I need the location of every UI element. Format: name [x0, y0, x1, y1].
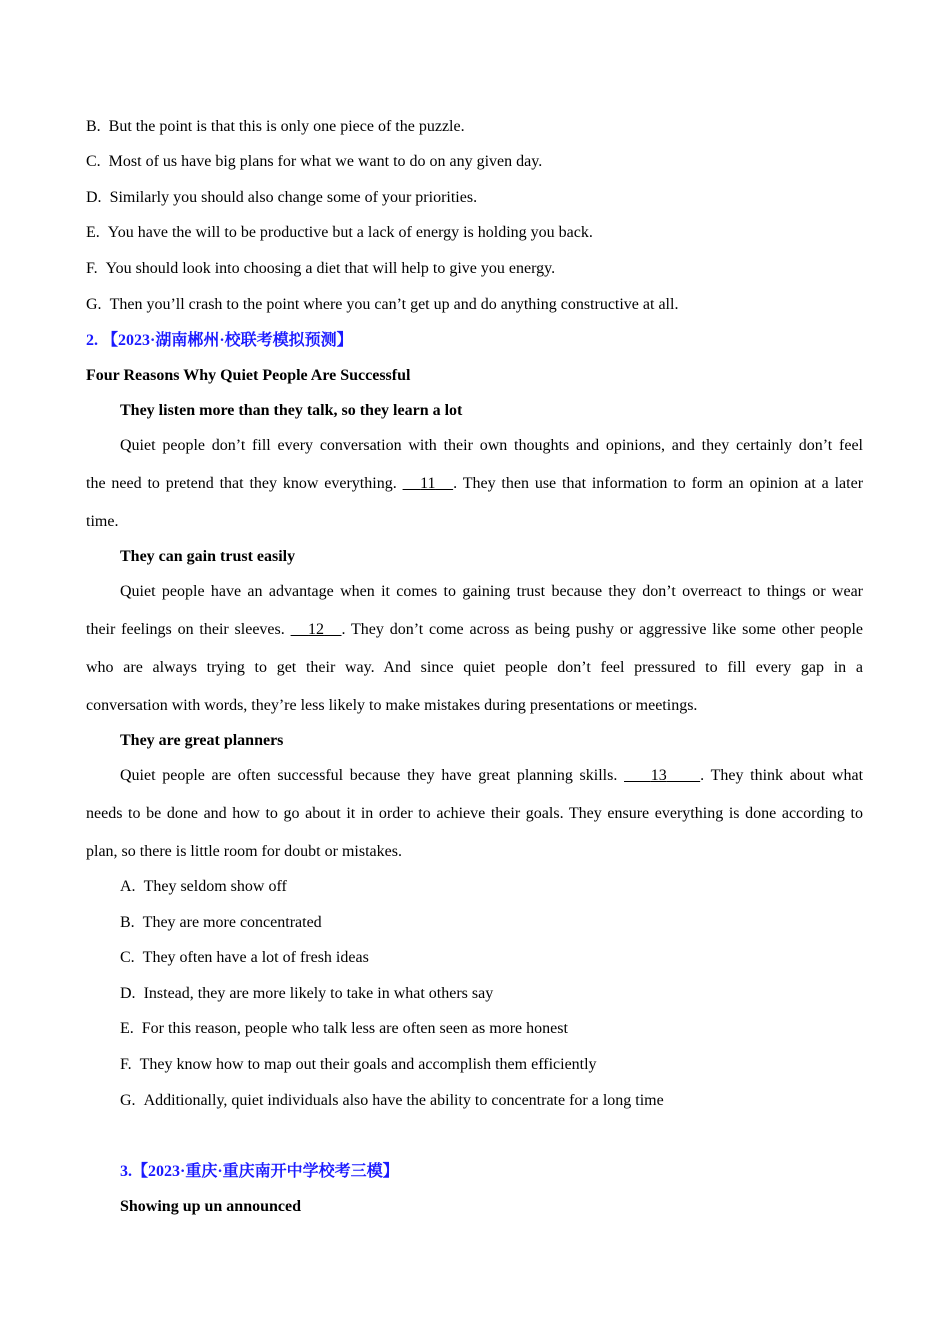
option-e: E. You have the will to be productive but a lack of energy is holding you back. — [86, 224, 593, 241]
option-f: F. You should look into choosing a diet that will help to give you energy. — [86, 260, 556, 277]
option-b: B. But the point is that this is only one piece of the puzzle. — [86, 118, 465, 135]
q2-p3-line2: needs to be done and how to go about it in order to achieve their goals. They ensure everything is done according to — [86, 805, 863, 822]
q2-source: 2. 【2023·湖南郴州·校联考模拟预测】 — [86, 332, 353, 349]
q2-p2-line2: their feelings on their sleeves. 12 . They don’t come across as being pushy or aggressive like some other people — [86, 621, 864, 638]
q2-p2-line3: who are always trying to get their way. And since quiet people don’t feel pressured to fill every gap in a — [86, 659, 863, 676]
q2-option-g: G. Additionally, quiet individuals also have the ability to concentrate for a long time — [120, 1092, 664, 1109]
blank-11: 11 — [420, 475, 436, 492]
option-c: C. Most of us have big plans for what we want to do on any given day. — [86, 153, 543, 170]
q2-p3-line3: plan, so there is little room for doubt or mistakes. — [86, 843, 402, 860]
q2-p2-line4: conversation with words, they’re less likely to make mistakes during presentations or meetings. — [86, 697, 698, 714]
option-d: D. Similarly you should also change some of your priorities. — [86, 189, 478, 206]
q2-option-b: B. They are more concentrated — [120, 914, 322, 931]
q2-option-c: C. They often have a lot of fresh ideas — [120, 949, 369, 966]
q3-title: Showing up un announced — [120, 1198, 301, 1215]
q2-p3-line1: Quiet people are often successful because they have great planning skills. 13 . They think about what — [120, 767, 864, 784]
q2-p1-line3: time. — [86, 513, 119, 530]
q2-heading-3: They are great planners — [120, 732, 284, 749]
q2-p2-line1: Quiet people have an advantage when it comes to gaining trust because they don’t overreact to things or wear — [120, 583, 863, 600]
q3-source: 3.【2023·重庆·重庆南开中学校考三模】 — [120, 1163, 399, 1180]
blank-13: 13 — [650, 767, 667, 784]
q2-heading-1: They listen more than they talk, so they learn a lot — [120, 402, 463, 419]
q2-heading-2: They can gain trust easily — [120, 548, 296, 565]
q2-p1-line1: Quiet people don’t fill every conversation with their own thoughts and opinions, and they certainly don’t feel — [120, 437, 863, 454]
q2-p1-line2: the need to pretend that they know everything. 11 . They then use that information to form an opinion at a later — [86, 475, 864, 492]
q2-title: Four Reasons Why Quiet People Are Successful — [86, 367, 411, 384]
blank-12: 12 — [308, 621, 325, 638]
q2-option-a: A. They seldom show off — [120, 878, 287, 895]
q2-option-f: F. They know how to map out their goals and accomplish them efficiently — [120, 1056, 597, 1073]
q2-option-d: D. Instead, they are more likely to take in what others say — [120, 985, 494, 1002]
q2-option-e: E. For this reason, people who talk less are often seen as more honest — [120, 1020, 568, 1037]
option-g: G. Then you’ll crash to the point where you can’t get up and do anything constructive at all. — [86, 296, 679, 313]
